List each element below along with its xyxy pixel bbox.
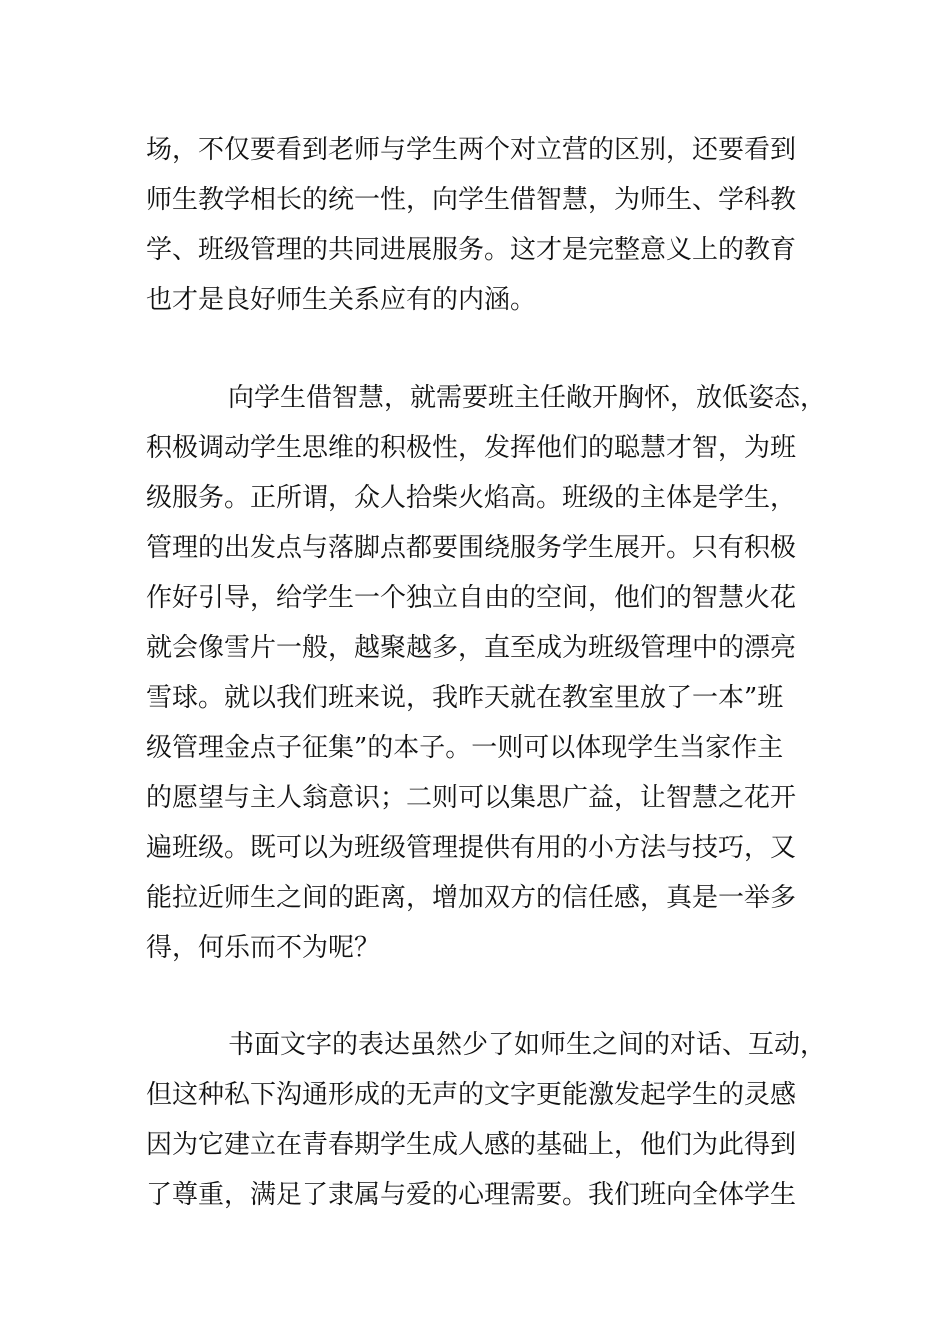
paragraph-line: 书面文字的表达虽然少了如师生之间的对话、互动， (228, 1030, 827, 1060)
paragraph-1 (146, 125, 836, 325)
paragraph-line: 能拉近师生之间的距离，增加双方的信任感，真是一举多 (146, 883, 797, 913)
paragraph-line: 级服务。正所谓，众人拾柴火焰高。班级的主体是学生， (146, 483, 797, 513)
paragraph-3 (146, 1020, 836, 1220)
paragraph-line: 得，何乐而不为呢？ (146, 933, 381, 963)
paragraph-line: 的愿望与主人翁意识；二则可以集思广益，让智慧之花开 (146, 783, 797, 813)
paragraph-line: 学、班级管理的共同进展服务。这才是完整意义上的教育 (146, 235, 797, 265)
paragraph-line: 就会像雪片一般，越聚越多，直至成为班级管理中的漂亮 (146, 633, 797, 663)
paragraph-2 (146, 373, 836, 973)
paragraph-line: 作好引导，给学生一个独立自由的空间，他们的智慧火花 (146, 583, 797, 613)
paragraph-line: 师生教学相长的统一性，向学生借智慧，为师生、学科教 (146, 185, 797, 215)
paragraph-line: 遍班级。既可以为班级管理提供有用的小方法与技巧，又 (146, 833, 797, 863)
paragraph-line: 积极调动学生思维的积极性，发挥他们的聪慧才智，为班 (146, 433, 797, 463)
paragraph-line: 因为它建立在青春期学生成人感的基础上，他们为此得到 (146, 1130, 797, 1160)
paragraph-line: 向学生借智慧，就需要班主任敞开胸怀，放低姿态， (228, 383, 827, 413)
paragraph-line: 级管理金点子征集”的本子。一则可以体现学生当家作主 (146, 733, 784, 763)
paragraph-line: 场，不仅要看到老师与学生两个对立营的区别，还要看到 (146, 135, 797, 165)
paragraph-line: 了尊重，满足了隶属与爱的心理需要。我们班向全体学生 (146, 1180, 797, 1210)
paragraph-line: 但这种私下沟通形成的无声的文字更能激发起学生的灵感 (146, 1080, 797, 1110)
paragraph-line: 雪球。就以我们班来说，我昨天就在教室里放了一本”班 (146, 683, 784, 713)
paragraph-line: 也才是良好师生关系应有的内涵。 (146, 285, 537, 315)
paragraph-line: 管理的出发点与落脚点都要围绕服务学生展开。只有积极 (146, 533, 797, 563)
